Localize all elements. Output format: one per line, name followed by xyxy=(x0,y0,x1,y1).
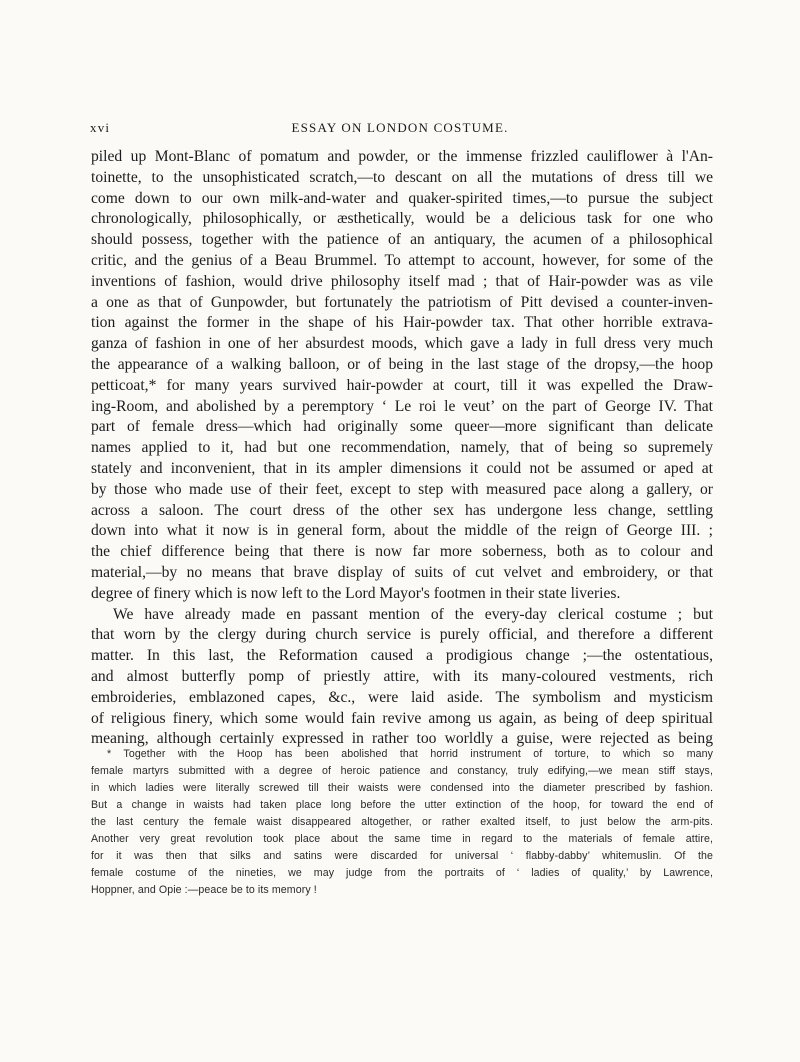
body-line: petticoat,* for many years survived hair-powder at court, till it was expelled the Draw- xyxy=(91,376,713,394)
body-line: material,—by no means that brave display of suits of cut velvet and embroidery, or that xyxy=(91,563,713,581)
body-line: piled up Mont-Blanc of pomatum and powder, or the immense frizzled cauliflower à l'An- xyxy=(91,148,713,165)
body-line: a one as that of Gunpowder, but fortunately the patriotism of Pitt devised a counter-inven- xyxy=(91,293,713,311)
body-line: toinette, to the unsophisticated scratch,—to descant on all the mutations of dress till we xyxy=(91,168,713,186)
footnote-line: for it was then that silks and satins were discarded for universal ‘ flabby-dabby’ whitemuslin. Of the xyxy=(91,850,713,862)
body-line: names applied to it, had but one recommendation, namely, that of being so supremely xyxy=(91,439,713,457)
body-line: inventions of fashion, would drive philosophy itself mad ; that of Hair-powder was as vile xyxy=(91,272,713,290)
body-line: embroideries, emblazoned capes, &c., were laid aside. The symbolism and mysticism xyxy=(91,688,713,706)
body-line: by those who made use of their feet, except to step with measured pace along a gallery, or xyxy=(91,480,713,498)
body-line: should possess, together with the patience of an antiquary, the acumen of a philosophical xyxy=(91,231,713,249)
footnote-line: Another very great revolution took place about the same time in regard to the materials of female attire, xyxy=(91,833,713,845)
body-line: ing-Room, and abolished by a peremptory ‘ Le roi le veut’ on the part of George IV. That xyxy=(91,397,713,415)
body-line: matter. In this last, the Reformation caused a prodigious change ;—the ostentatious, xyxy=(91,647,713,665)
body-line: tion against the former in the shape of his Hair-powder tax. That other horrible extrava- xyxy=(91,314,713,332)
body-line: come down to our own milk-and-water and quaker-spirited times,—to pursue the subject xyxy=(91,189,713,207)
footnote-line: in which ladies were literally screwed till their waists were condensed into the diameter prescribed by fashion. xyxy=(91,782,713,794)
page-number: xvi xyxy=(90,120,111,135)
body-line: chronologically, philosophically, or æsthetically, would be a delicious task for one who xyxy=(91,210,713,228)
body-line: stately and inconvenient, that in its ampler dimensions it could not be assumed or aped at xyxy=(91,459,713,477)
body-line: part of female dress—which had originally some queer—more significant than delicate xyxy=(91,418,713,436)
body-line: critic, and the genius of a Beau Brummel. To attempt to account, however, for some of the xyxy=(91,251,713,269)
footnote-line: the last century the female waist disappeared altogether, or rather exalted itself, to just below the arm-pits. xyxy=(91,816,713,828)
body-line: degree of finery which is now left to the Lord Mayor's footmen in their state liveries. xyxy=(91,584,621,602)
footnote-line: * Together with the Hoop has been abolished that horrid instrument of torture, to which so many xyxy=(107,748,713,760)
footnote-line: Hoppner, and Opie :—peace be to its memory ! xyxy=(91,884,317,896)
body-line: that worn by the clergy during church service is purely official, and therefore a different xyxy=(91,626,713,644)
page-header xyxy=(90,120,710,138)
body-line: meaning, although certainly expressed in rather too worldly a guise, were rejected as being xyxy=(91,730,713,748)
body-line: of religious finery, which some would fain revive among us again, as being of deep spiritual xyxy=(91,709,713,727)
footnote xyxy=(91,746,713,899)
footnote-line: female martyrs submitted with a degree of heroic patience and constancy, truly edifying,—we mean stiff stays, xyxy=(91,765,713,777)
footnote-line: female costume of the nineties, we may judge from the portraits of ‘ ladies of quality,’ by Lawrence, xyxy=(91,867,713,879)
body-line: We have already made en passant mention of the every-day clerical costume ; but xyxy=(113,605,713,623)
body-line: the chief difference being that there is now far more soberness, both as to colour and xyxy=(91,543,713,561)
body-line: and almost butterfly pomp of priestly attire, with its many-coloured vestments, rich xyxy=(91,667,713,685)
body-line: the appearance of a walking balloon, or of being in the last stage of the dropsy,—the hoop xyxy=(91,355,713,373)
body-line: across a saloon. The court dress of the other sex has undergone less change, settling xyxy=(91,501,713,519)
body-line: ganza of fashion in one of her absurdest moods, which gave a lady in full dress very much xyxy=(91,335,713,353)
footnote-line: But a change in waists had taken place long before the utter extinction of the hoop, for toward the end of xyxy=(91,799,713,811)
body-text xyxy=(91,147,713,750)
running-title: ESSAY ON LONDON COSTUME. xyxy=(291,120,509,135)
body-line: down into what it now is in general form, about the middle of the reign of George III. ; xyxy=(91,522,713,540)
